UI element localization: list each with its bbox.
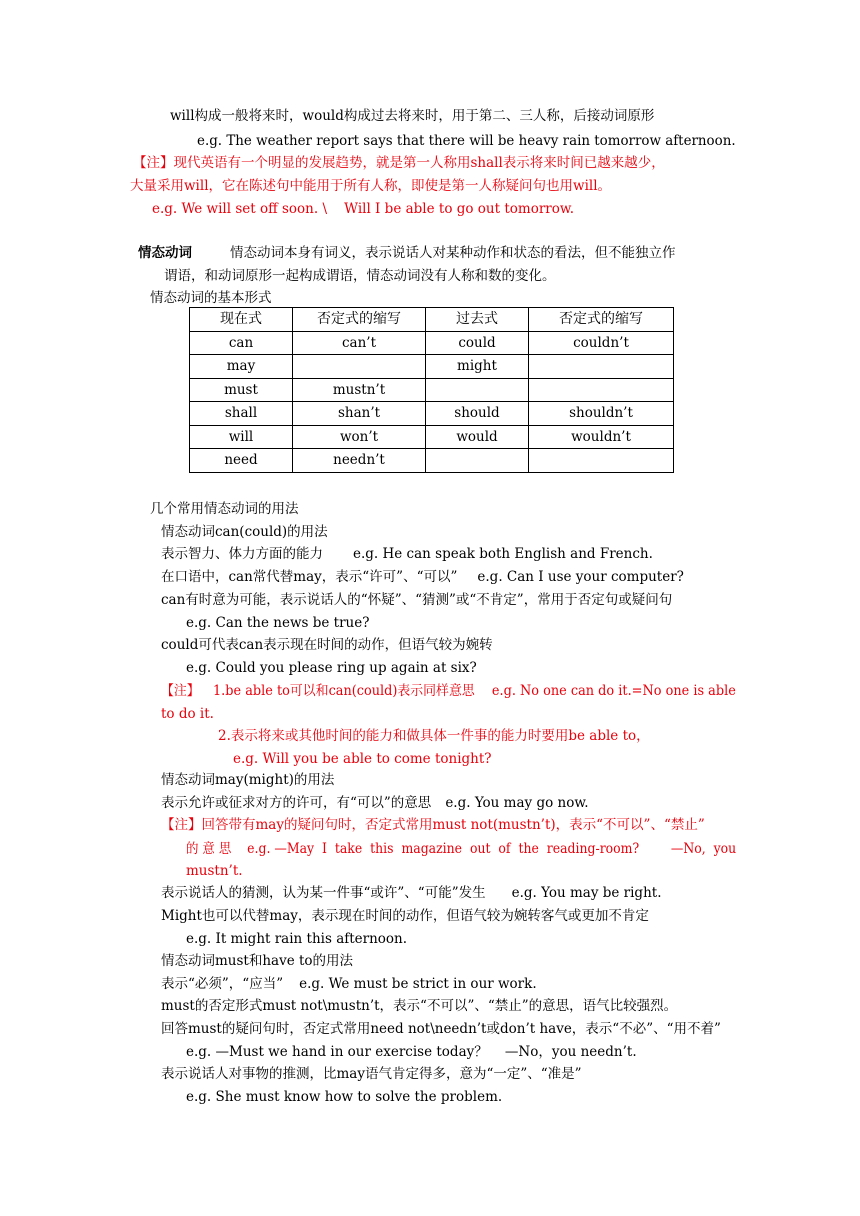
table-cell: mustn’t	[293, 378, 426, 402]
can-usage-4-example: e.g. Could you please ring up again at six?	[186, 660, 477, 676]
can-note-label: 【注】	[161, 683, 200, 699]
table-cell: would	[426, 425, 529, 449]
table-cell: could	[426, 331, 529, 355]
table-cell: need	[190, 449, 293, 473]
must-usage-4-example: e.g. She must know how to solve the problem.	[186, 1089, 503, 1105]
must-usage-3: 回答must的疑问句时，否定式常用need not\needn’t或don’t have，表示“不必”、“用不着”	[161, 1021, 721, 1037]
modal-intro-line-2: 谓语，和动词原形一起构成谓语，情态动词没有人称和数的变化。	[164, 268, 556, 284]
future-note-line-2: 大量采用will，它在陈述句中能用于所有人称，即使是第一人称疑问句也用will。	[130, 178, 612, 194]
future-example: e.g. The weather report says that there will be heavy rain tomorrow afternoon.	[197, 133, 736, 149]
must-usage-1-text: 表示“必须”，“应当”	[161, 976, 284, 992]
table-header-cell: 否定式的缩写	[529, 308, 674, 332]
must-usage-1	[161, 975, 537, 993]
can-usage-3-example: e.g. Can the news be true?	[186, 615, 370, 631]
can-usage-1	[161, 545, 653, 563]
modal-intro-line-1: 情态动词本身有词义，表示说话人对某种动作和状态的看法，但不能独立作	[230, 245, 676, 261]
may-usage-3-example: e.g. It might rain this afternoon.	[186, 931, 408, 947]
table-header-cell: 过去式	[426, 308, 529, 332]
table-row	[190, 402, 674, 426]
table-cell: can	[190, 331, 293, 355]
table-cell: should	[426, 402, 529, 426]
table-cell: may	[190, 355, 293, 379]
table-cell: must	[190, 378, 293, 402]
can-note-1-text: 1.be able to可以和can(could)表示同样意思	[212, 683, 475, 699]
table-row	[190, 449, 674, 473]
can-note-2-example: e.g. Will you be able to come tonight?	[233, 751, 492, 767]
table-cell: couldn’t	[529, 331, 674, 355]
table-cell: wouldn’t	[529, 425, 674, 449]
may-usage-2-text: 表示说话人的猜测，认为某一件事“或许”、“可能”发生	[161, 885, 486, 901]
can-usage-1-text: 表示智力、体力方面的能力	[161, 546, 323, 562]
may-note-line-1: 【注】回答带有may的疑问句时，否定式常用must not(mustn’t)，表示“不可以”、“禁止”	[161, 817, 705, 833]
can-note-1	[161, 682, 736, 700]
table-cell: needn’t	[293, 449, 426, 473]
may-usage-1-example: e.g. You may go now.	[445, 795, 589, 811]
can-usage-3: can有时意为可能，表示说话人的“怀疑”、“猜测”或“不肯定”，常用于否定句或疑问句	[161, 592, 673, 608]
can-usage-4: could可代表can表示现在时间的动作，但语气较为婉转	[161, 637, 493, 653]
future-line-1: will构成一般将来时，would构成过去将来时，用于第二、三人称，后接动词原形	[170, 108, 655, 124]
must-usage-3-example: e.g. —Must we hand in our exercise today？ —No，you needn’t.	[186, 1044, 637, 1060]
may-usage-2	[161, 884, 661, 902]
future-note-line-1: 【注】现代英语有一个明显的发展趋势，就是第一人称用shall表示将来时间已越来越少，	[133, 155, 665, 171]
can-note-2: 2.表示将来或其他时间的能力和做具体一件事的能力时要用be able to，	[218, 728, 650, 744]
may-usage-2-example: e.g. You may be right.	[511, 885, 662, 901]
table-cell: shall	[190, 402, 293, 426]
can-usage-1-example: e.g. He can speak both English and French.	[353, 546, 653, 562]
table-cell	[529, 378, 674, 402]
can-usage-2-example: e.g. Can I use your computer?	[477, 569, 684, 585]
table-cell	[529, 355, 674, 379]
table-cell: will	[190, 425, 293, 449]
table-cell	[293, 355, 426, 379]
must-usage-4: 表示说话人对事物的推测，比may语气肯定得多，意为“一定”、“准是”	[161, 1066, 582, 1082]
table-cell: won’t	[293, 425, 426, 449]
must-usage-1-example: e.g. We must be strict in our work.	[299, 976, 537, 992]
must-usage-2: must的否定形式must not\mustn’t，表示“不可以”、“禁止”的意思，语气比较强烈。	[161, 998, 678, 1014]
table-row	[190, 378, 674, 402]
usage-title: 几个常用情态动词的用法	[150, 501, 299, 517]
can-note-1-continued: to do it.	[161, 706, 214, 722]
table-cell: shouldn’t	[529, 402, 674, 426]
modal-forms-title: 情态动词的基本形式	[150, 290, 272, 306]
table-cell: shan’t	[293, 402, 426, 426]
table-row	[190, 355, 674, 379]
can-usage-2	[161, 568, 684, 586]
may-note-line-2: 的 意 思 e.g. —May I take this magazine out of the reading-room? —No, you	[186, 841, 737, 857]
modal-heading: 情态动词	[138, 245, 192, 261]
table-cell: might	[426, 355, 529, 379]
must-title: 情态动词must和have to的用法	[161, 953, 354, 969]
table-cell	[529, 449, 674, 473]
may-usage-1-text: 表示允许或征求对方的许可，有“可以”的意思	[161, 795, 432, 811]
can-usage-2-text: 在口语中，can常代替may，表示“许可”、“可以”	[161, 569, 458, 585]
table-header-cell: 现在式	[190, 308, 293, 332]
modal-forms-table	[189, 307, 674, 473]
table-row	[190, 425, 674, 449]
can-title: 情态动词can(could)的用法	[161, 524, 328, 540]
future-note-example: e.g. We will set off soon. \ Will I be able to go out tomorrow.	[152, 201, 575, 217]
can-note-1-example: e.g. No one can do it.=No one is able	[491, 683, 736, 699]
may-title: 情态动词may(might)的用法	[161, 772, 335, 788]
table-cell	[426, 378, 529, 402]
may-usage-3: Might也可以代替may，表示现在时间的动作，但语气较为婉转客气或更加不肯定	[161, 908, 649, 924]
may-note-line-3: mustn’t.	[186, 863, 243, 879]
table-cell	[426, 449, 529, 473]
table-cell: can’t	[293, 331, 426, 355]
table-row	[190, 331, 674, 355]
table-header-row	[190, 308, 674, 332]
may-usage-1	[161, 794, 589, 812]
table-header-cell: 否定式的缩写	[293, 308, 426, 332]
